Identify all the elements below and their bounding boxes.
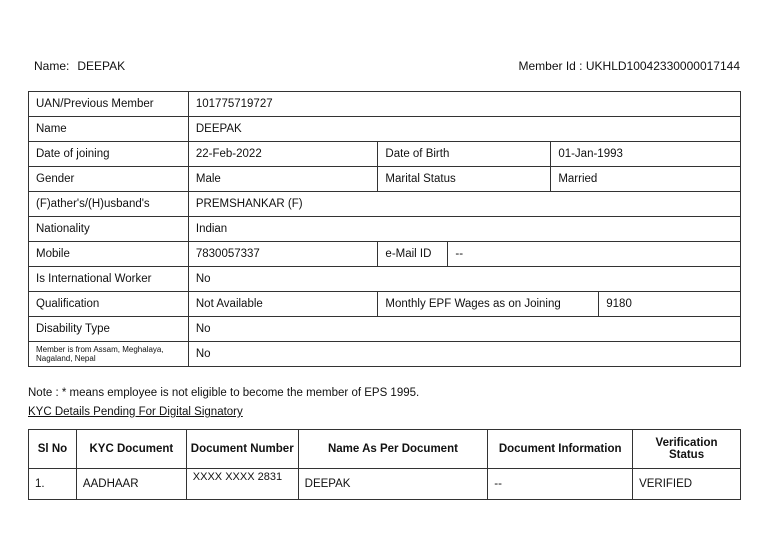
kyc-section-title: KYC Details Pending For Digital Signatory	[28, 406, 243, 418]
table-row	[29, 342, 741, 367]
uan-value: 101775719727	[188, 92, 740, 117]
intl-worker-label: Is International Worker	[29, 267, 189, 292]
father-value: PREMSHANKAR (F)	[188, 192, 740, 217]
doj-value: 22-Feb-2022	[188, 142, 378, 167]
kyc-col-slno: Sl No	[29, 430, 77, 469]
doj-label: Date of joining	[29, 142, 189, 167]
intl-worker-value: No	[188, 267, 740, 292]
gender-value: Male	[188, 167, 378, 192]
region-label: Member is from Assam, Meghalaya, Nagaland, Nepal	[29, 342, 189, 367]
member-id-value: UKHLD10042330000017144	[585, 59, 740, 73]
member-id-header	[518, 59, 740, 73]
kyc-slno: 1.	[29, 469, 77, 500]
name-label: Name	[29, 117, 189, 142]
table-row	[29, 217, 741, 242]
kyc-col-status: Verification Status	[633, 430, 741, 469]
epf-wages-value: 9180	[599, 292, 741, 317]
dob-value: 01-Jan-1993	[551, 142, 741, 167]
email-value: --	[448, 242, 741, 267]
disability-value: No	[188, 317, 740, 342]
epf-wages-label: Monthly EPF Wages as on Joining	[378, 292, 599, 317]
qualification-value: Not Available	[188, 292, 378, 317]
table-row	[29, 292, 741, 317]
qualification-label: Qualification	[29, 292, 189, 317]
member-id-label: Member Id :	[518, 59, 583, 73]
kyc-document: AADHAAR	[76, 469, 186, 500]
kyc-header-row	[29, 430, 741, 469]
table-row	[29, 192, 741, 217]
kyc-col-doc-number: Document Number	[186, 430, 298, 469]
kyc-col-doc-info: Document Information	[488, 430, 633, 469]
marital-label: Marital Status	[378, 167, 551, 192]
table-row	[29, 117, 741, 142]
table-row	[29, 167, 741, 192]
name-value: DEEPAK	[188, 117, 740, 142]
table-row	[29, 267, 741, 292]
kyc-col-name: Name As Per Document	[298, 430, 488, 469]
uan-label: UAN/Previous Member	[29, 92, 189, 117]
kyc-status: VERIFIED	[633, 469, 741, 500]
table-row	[29, 142, 741, 167]
member-name-header	[34, 59, 125, 73]
kyc-name: DEEPAK	[298, 469, 488, 500]
nationality-label: Nationality	[29, 217, 189, 242]
disability-label: Disability Type	[29, 317, 189, 342]
gender-label: Gender	[29, 167, 189, 192]
mobile-value: 7830057337	[188, 242, 378, 267]
father-label: (F)ather's/(H)usband's	[29, 192, 189, 217]
mobile-label: Mobile	[29, 242, 189, 267]
table-row	[29, 242, 741, 267]
table-row	[29, 92, 741, 117]
dob-label: Date of Birth	[378, 142, 551, 167]
member-name-label: Name:	[34, 59, 70, 73]
table-row	[29, 469, 741, 500]
member-details-table	[28, 91, 741, 367]
region-value: No	[188, 342, 740, 367]
kyc-doc-number: XXXX XXXX 2831	[186, 469, 298, 500]
kyc-table	[28, 429, 741, 500]
kyc-col-document: KYC Document	[76, 430, 186, 469]
member-name-value: DEEPAK	[77, 59, 126, 73]
email-label: e-Mail ID	[378, 242, 448, 267]
kyc-doc-info: --	[488, 469, 633, 500]
marital-value: Married	[551, 167, 741, 192]
nationality-value: Indian	[188, 217, 740, 242]
eps-note: Note : * means employee is not eligible to become the member of EPS 1995.	[28, 387, 420, 399]
table-row	[29, 317, 741, 342]
